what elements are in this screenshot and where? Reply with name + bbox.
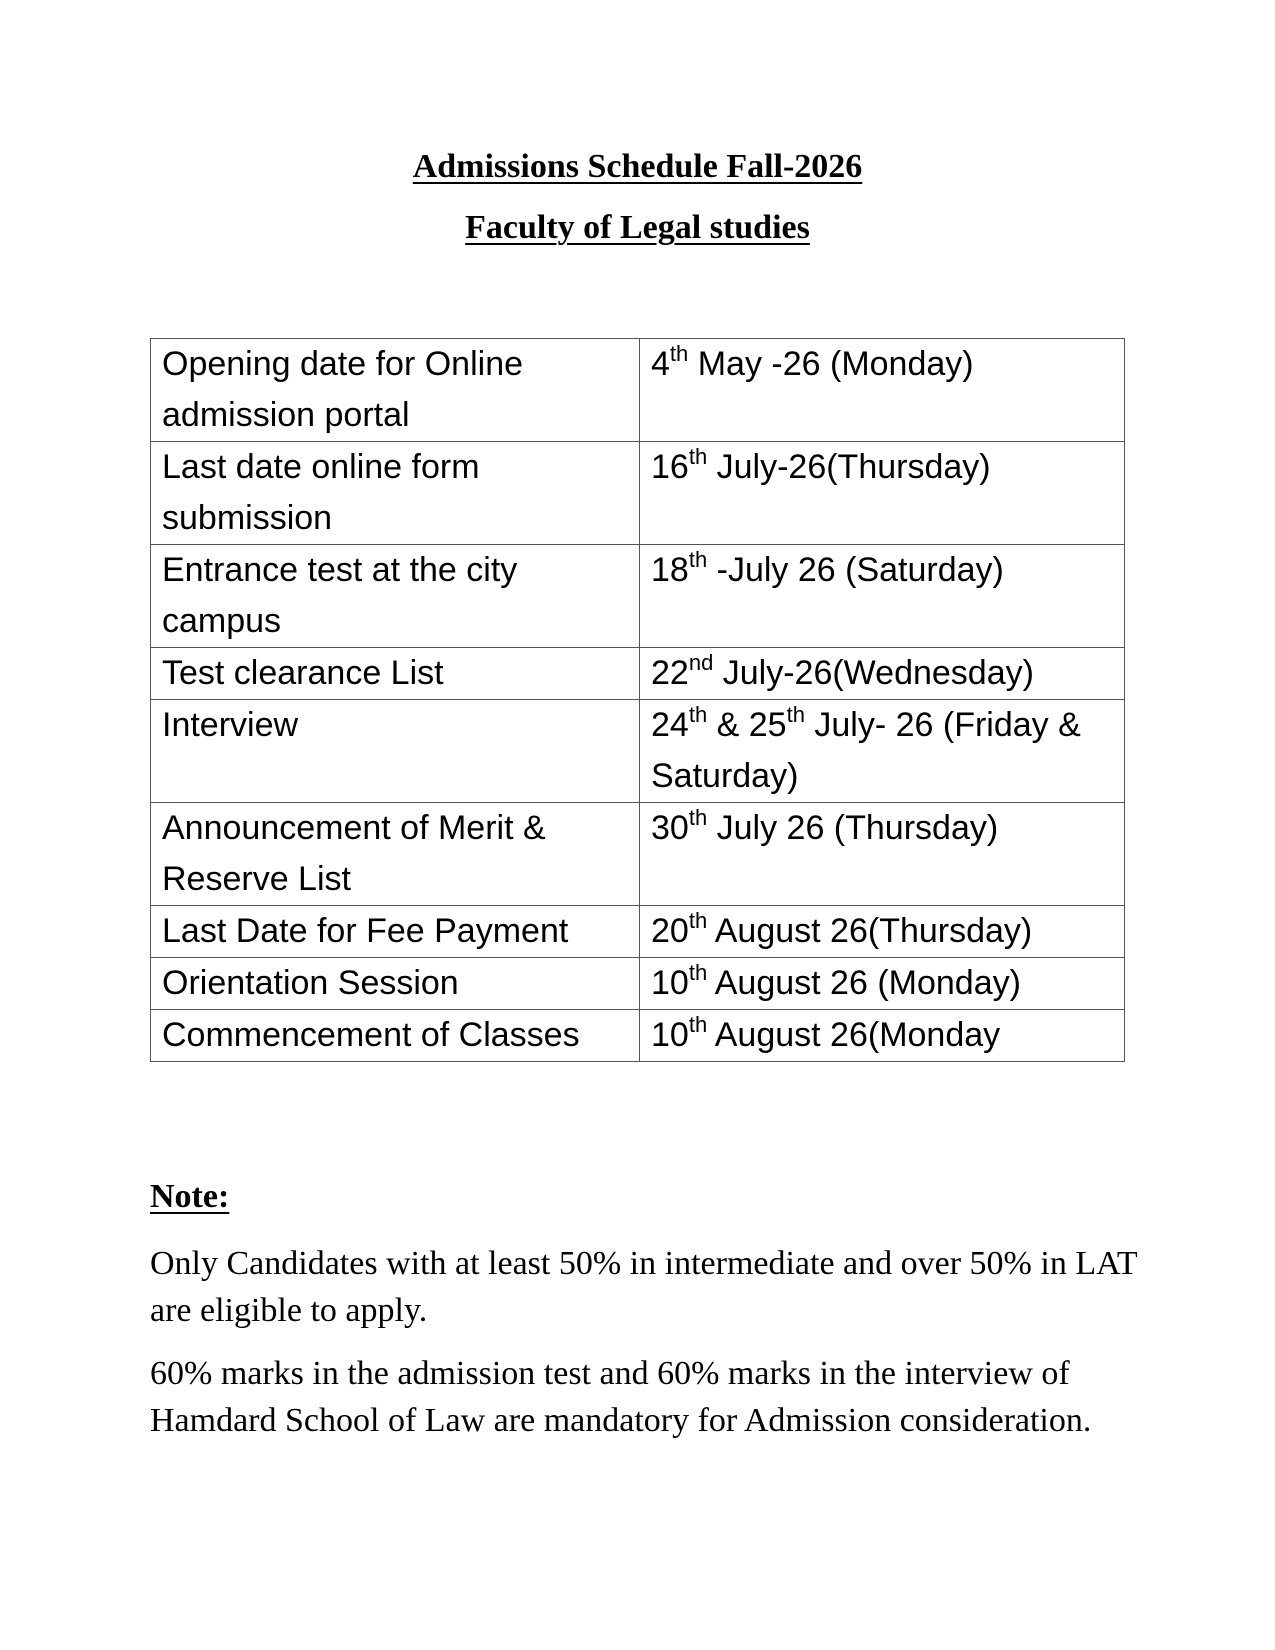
table-row: [151, 442, 1125, 545]
date-cell: [640, 648, 1125, 700]
date-ordinal: th: [688, 546, 708, 572]
date-day: 10: [651, 1016, 689, 1054]
date-cell: [640, 700, 1125, 803]
date-cell: [640, 1010, 1125, 1062]
date-day: 4: [651, 345, 670, 383]
date-text: August 26(Thursday): [707, 912, 1033, 950]
date-text: August 26 (Monday): [707, 964, 1021, 1002]
date-ordinal: th: [786, 701, 805, 727]
event-cell: Last date online form submission: [151, 442, 640, 545]
date-ordinal: th: [688, 701, 708, 727]
table-row: [151, 1010, 1125, 1062]
date-day: 18: [651, 551, 689, 589]
date-cell: [640, 958, 1125, 1010]
date-day: 22: [651, 654, 689, 692]
date-text: May -26 (Monday): [688, 345, 974, 383]
date-ordinal: th: [669, 340, 689, 366]
note-paragraph: Only Candidates with at least 50% in intermediate and over 50% in LAT are eligible to apply.: [150, 1245, 1138, 1329]
page-subtitle: Faculty of Legal studies: [465, 209, 810, 246]
date-ordinal: nd: [688, 649, 714, 675]
date-day: 24: [651, 706, 689, 744]
date-text: -July 26 (Saturday): [707, 551, 1004, 589]
table-row: [151, 958, 1125, 1010]
date-text: July 26 (Thursday): [707, 809, 999, 847]
schedule-table: [150, 338, 1125, 1062]
event-cell: Opening date for Online admission portal: [151, 339, 640, 442]
date-text: July- 26 (Friday & Saturday): [651, 706, 1081, 795]
date-day: 30: [651, 809, 689, 847]
table-row: [151, 906, 1125, 958]
date-cell: [640, 906, 1125, 958]
table-row: [151, 545, 1125, 648]
event-cell: Orientation Session: [151, 958, 640, 1010]
table-row: [151, 339, 1125, 442]
event-cell: Test clearance List: [151, 648, 640, 700]
date-cell: [640, 339, 1125, 442]
date-ordinal: th: [688, 804, 708, 830]
date-cell: [640, 545, 1125, 648]
date-ordinal: th: [688, 443, 708, 469]
date-day: 16: [651, 448, 689, 486]
date-text: August 26(Monday: [707, 1016, 1001, 1054]
date-day: 10: [651, 964, 689, 1002]
event-cell: Last Date for Fee Payment: [151, 906, 640, 958]
event-cell: Entrance test at the city campus: [151, 545, 640, 648]
table-row: [151, 700, 1125, 803]
note-paragraph: 60% marks in the admission test and 60% marks in the interview of Hamdard School of Law are mandatory for Admission consideration.: [150, 1355, 1092, 1439]
date-ordinal: th: [688, 907, 708, 933]
date-text: & 25: [707, 706, 787, 744]
date-ordinal: th: [688, 1011, 708, 1037]
event-cell: Commencement of Classes: [151, 1010, 640, 1062]
date-cell: [640, 442, 1125, 545]
event-cell: Interview: [151, 700, 640, 803]
date-text: July-26(Wednesday): [713, 654, 1034, 692]
table-row: [151, 648, 1125, 700]
date-day: 20: [651, 912, 689, 950]
date-cell: [640, 803, 1125, 906]
date-text: July-26(Thursday): [707, 448, 991, 486]
note-heading: Note:: [150, 1178, 230, 1215]
date-ordinal: th: [688, 959, 708, 985]
table-row: [151, 803, 1125, 906]
event-cell: Announcement of Merit & Reserve List: [151, 803, 640, 906]
page-title: Admissions Schedule Fall-2026: [412, 148, 863, 185]
